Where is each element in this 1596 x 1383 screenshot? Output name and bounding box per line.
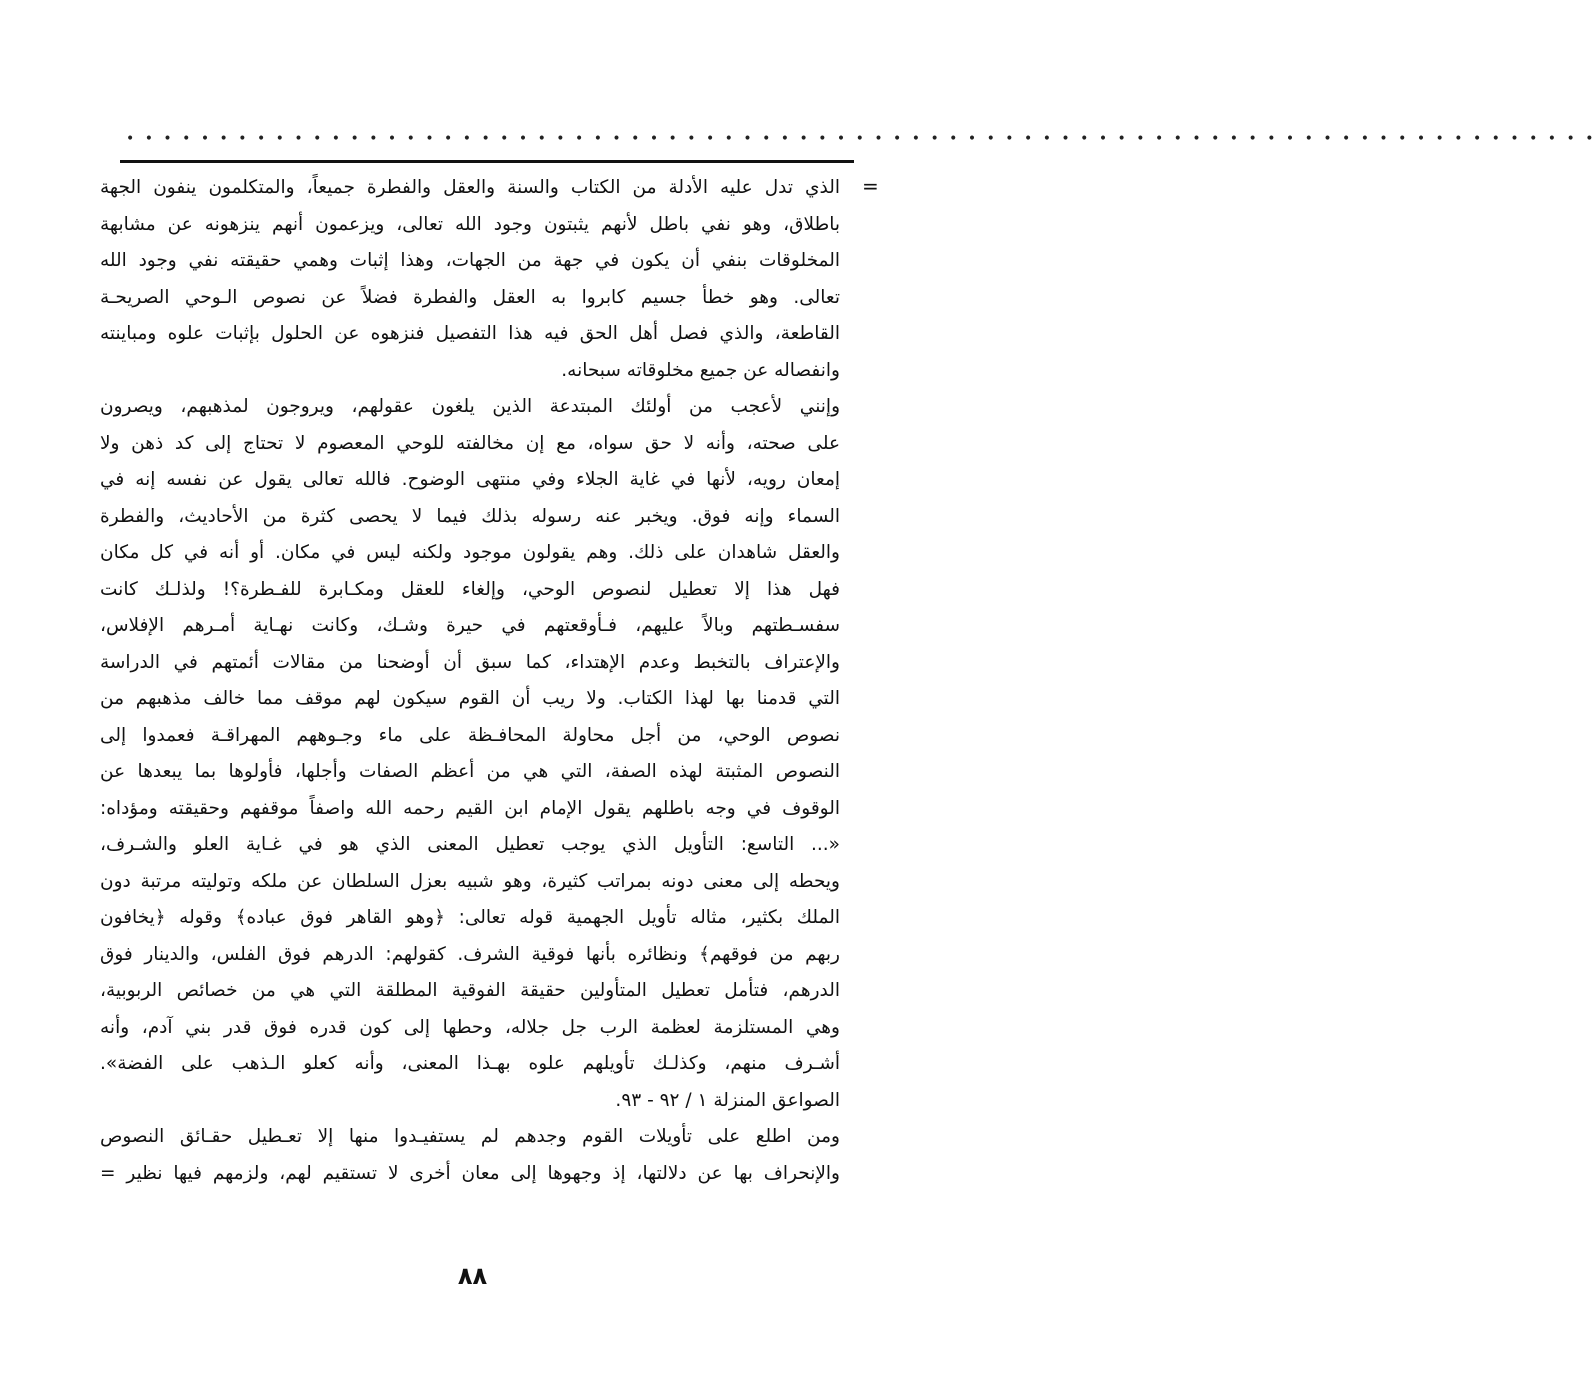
text-line: المخلوقات بنفي أن يكون في جهة من الجهات، وهذا إثبات وهمي حقيقته نفي وجود الله	[100, 250, 840, 271]
header-rule	[120, 160, 854, 163]
text-line: وإنني لأعجب من أولئك المبتدعة الذين يلغون عقولهم، ويروجون لمذهبهم، ويصرون	[100, 396, 840, 417]
quote-line: وهي المستلزمة لعظمة الرب جل جلاله، وحطها إلى كون قدره فوق قدر بني آدم، وأنه	[100, 1016, 840, 1038]
quote-line: «... التاسع: التأويل الذي يوجب تعطيل المعنى الذي هو في غـاية العلو والشـرف،	[100, 834, 840, 855]
quote-line: أشـرف منهم، وكذلـك تأويلهم علوه بهـذا المعنى، وأنه كعلو الـذهب على الفضة».	[100, 1053, 840, 1074]
text-line: السماء وإنه فوق. ويخبر عنه رسوله بذلك فيما لا يحصى كثرة من الأحاديث، والفطرة	[100, 505, 840, 527]
text-line: والإعتراف بالتخبط وعدم الإهتداء، كما سبق أن أوضحنا من مقالات أئمتهم في الدراسة	[100, 651, 840, 673]
text-line: تعالى. وهو خطأ جسيم كابروا به العقل والفطرة فضلاً عن نصوص الـوحي الصريحـة	[100, 286, 840, 308]
quote-line: الملك بكثير، مثاله تأويل الجهمية قوله تعالى: ﴿وهو القاهر فوق عباده﴾ وقوله ﴿يخافون	[100, 907, 840, 928]
text-line: نصوص الوحي، من أجل محاولة المحافـظة على ماء وجـوههم المهراقـة فعمدوا إلى	[100, 724, 840, 746]
continuation-mark: =	[862, 174, 879, 198]
text-line: إمعان رويه، لأنها في غاية الجلاء وفي منتهى الوضوح. فالله تعالى يقول عن نفسه إنه في	[100, 469, 840, 490]
text-line: الوقوف في وجه باطلهم يقول الإمام ابن القيم رحمه الله واصفاً موقفهم وحقيقته ومؤداه:	[100, 797, 840, 819]
text-line: النصوص المثبتة لهذه الصفة، التي هي من أعظم الصفات وأجلها، فأولوها بما يبعدها عن	[100, 761, 840, 782]
quote-line: ربهم من فوقهم﴾ ونظائره بأنها فوقية الشرف. كقولهم: الدرهم فوق الفلس، والدينار فوق	[100, 943, 840, 965]
text-line: سفسـطتهم وبالاً عليهم، فـأوقعتهم في حيرة وشـك، وكانت نهـاية أمـرهم الإفلاس،	[100, 615, 840, 636]
text-line: ومن اطلع على تأويلات القوم وجدهم لم يستفيـدوا منها إلا تعـطيل حقـائق النصوص	[100, 1126, 840, 1147]
text-line: على صحته، وأنه لا حق سواه، مع إن مخالفته للوحي المعصوم لا تحتاج إلى كد ذهن ولا	[100, 432, 840, 454]
quote-line: الدرهم، فتأمل تعطيل المتأولين حقيقة الفوقية المطلقة التي هي من خصائص الربوبية،	[100, 980, 840, 1001]
footnote-text-block	[100, 170, 840, 1192]
header-dot-leader: • • • • • • • • • • • • • • • • • • • • • • • • • • • • • • • • • • • • • • • • • • • • • • • • • • • • • • • • • • • • • • • • • • • • • • • • • • • • • • •	[126, 131, 1596, 147]
text-line: وانفصاله عن جميع مخلوقاته سبحانه.	[561, 359, 840, 381]
text-line: التي قدمنا بها لهذا الكتاب. ولا ريب أن القوم سيكون لهم موقف مما خالف مذهبهم من	[100, 688, 840, 709]
quote-line: ويحطه إلى معنى دونه بمراتب كثيرة، وهو شبيه بعزل السلطان عن ملكه وتوليته مرتبة دون	[100, 870, 840, 892]
page-number: ٨٨	[457, 1262, 488, 1290]
text-line: والإنحراف بها عن دلالتها، إذ وجهوها إلى معان أخرى لا تستقيم لهم، ولزمهم فيها نظير =	[100, 1162, 840, 1184]
text-line: القاطعة، والذي فصل أهل الحق فيه هذا التفصيل فنزهوه عن الحلول بإثبات علوه ومباينته	[100, 323, 840, 344]
text-line: فهل هذا إلا تعطيل لنصوص الوحي، وإلغاء للعقل ومكـابرة للفـطرة؟! ولذلـك كانت	[100, 578, 840, 600]
text-line: الذي تدل عليه الأدلة من الكتاب والسنة والعقل والفطرة جميعاً، والمتكلمون ينفون الجهة	[100, 177, 840, 198]
citation-line: الصواعق المنزلة ١ / ٩٢ - ٩٣.	[615, 1089, 840, 1111]
text-line: والعقل شاهدان على ذلك. وهم يقولون موجود ولكنه ليس في مكان. أو أنه في كل مكان	[100, 542, 840, 563]
text-line: باطلاق، وهو نفي باطل لأنهم يثبتون وجود الله تعالى، ويزعمون أنهم ينزهونه عن مشابهة	[100, 213, 840, 235]
